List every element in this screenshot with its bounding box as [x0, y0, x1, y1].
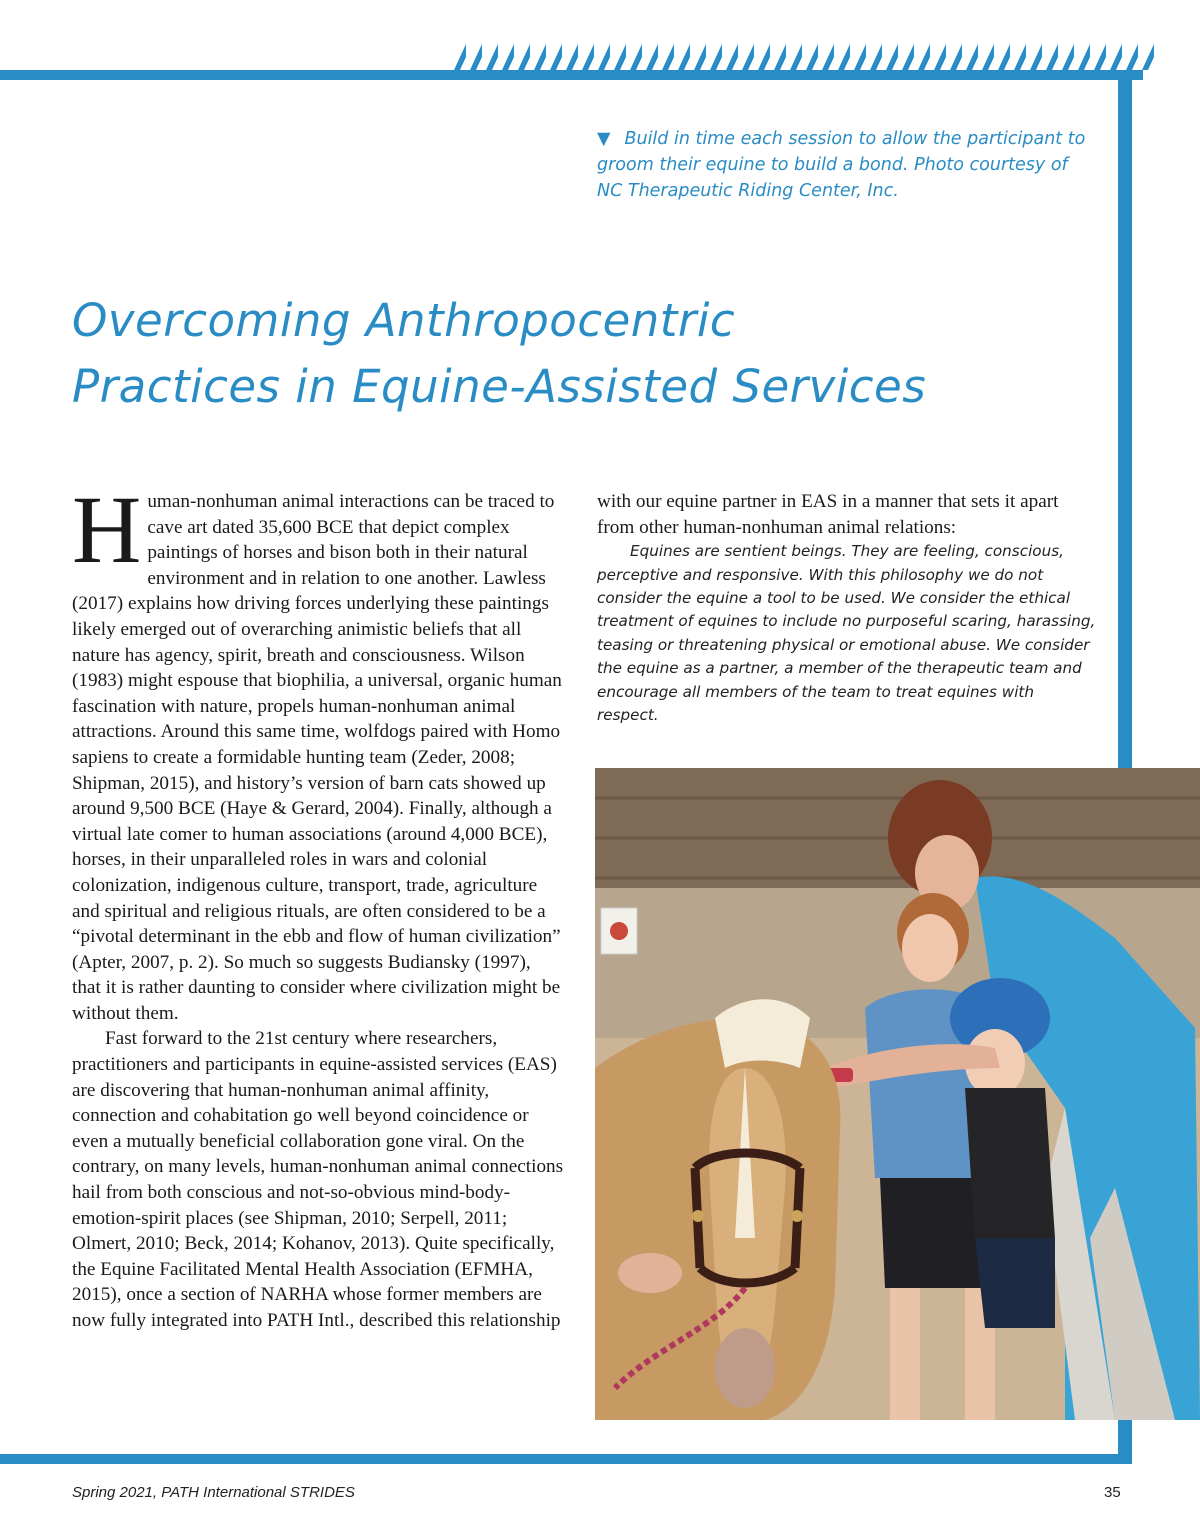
frame-top-border	[0, 70, 1143, 80]
block-quote: Equines are sentient beings. They are feeling, conscious, perceptive and responsive. With this philosophy we do not consider the equine a tool to be used. We consider the ethical treatment of equines to include no purposeful scaring, harassing, teasing or threatening physical or emotional abuse. We consider the equine as a partner, a member of the therapeutic team and encourage all members of the team to treat equines with respect.	[597, 542, 1096, 725]
article-photo-grooming-horse	[595, 768, 1200, 1420]
article-title-line-2: Practices in Equine-Assisted Services	[72, 360, 927, 413]
drop-cap: H	[72, 476, 142, 583]
footer-page-number: 35	[1104, 1484, 1121, 1501]
article-column-right	[597, 489, 1097, 727]
photo-caption	[597, 126, 1097, 204]
article-column-left	[72, 476, 564, 1334]
decorative-hatch-stripe	[450, 44, 1156, 70]
article-paragraph-1-text: uman-nonhuman animal interactions can be traced to cave art dated 35,600 BCE that depict complex paintings of horses and bison both in their natural environment and in relation to one another. Lawless (2017) explains how driving forces underlying these paintings likely emerged out of overarching animistic beliefs that all nature has agency, spirit, breath and consciousness. Wilson (1983) might espouse that biophilia, a universal, organic human fascination with nature, propels human-nonhuman animal attractions. Around this same time, wolfdogs paired with Homo sapiens to create a formidable hunting team (Zeder, 2008; Shipman, 2015), and history’s version of barn cats showed up around 9,500 BCE (Haye & Gerard, 2004). Finally, although a virtual late comer to human associations (around 4,000 BCE), horses, in their unparalleled roles in wars and colonial colonization, indigenous culture, transport, trade, agriculture and spiritual and religious rituals, are often considered to be a “pivotal determinant in the ebb and flow of human civilization” (Apter, 2007, p. 2). So much so suggests Budiansky (1997), that it is rather daunting to consider where civilization might be without them.	[72, 491, 562, 1024]
article-title	[72, 288, 1112, 420]
caption-arrow-icon: ▼	[597, 129, 611, 149]
footer-publication: Spring 2021, PATH International STRIDES	[72, 1484, 355, 1501]
photo-illustration	[595, 768, 1200, 1420]
caption-text: Build in time each session to allow the participant to groom their equine to build a bond. Photo courtesy of NC Therapeutic Riding Center, Inc.	[597, 129, 1086, 201]
article-paragraph-2: Fast forward to the 21st century where researchers, practitioners and participants in equine-assisted services (EAS) are discovering that human-nonhuman animal affinity, connection and cohabitation go well beyond coincidence or even a mutually beneficial collaboration gone viral. On the contrary, on many levels, human-nonhuman animal connections hail from both conscious and not-so-obvious mind-body-emotion-spirit places (see Shipman, 2010; Serpell, 2011; Olmert, 2010; Beck, 2014; Kohanov, 2013). Quite specifically, the Equine Facilitated Mental Health Association (EFMHA, 2015), once a section of NARHA whose former members are now fully integrated into PATH Intl., described this relationship	[72, 1028, 564, 1331]
article-paragraph-3: with our equine partner in EAS in a manner that sets it apart from other human-nonhuman animal relations:	[597, 491, 1059, 538]
article-title-line-1: Overcoming Anthropocentric	[72, 294, 736, 347]
frame-right-border	[1118, 70, 1132, 770]
frame-bottom-border	[0, 1454, 1132, 1464]
article-paragraph-1	[72, 476, 564, 1026]
